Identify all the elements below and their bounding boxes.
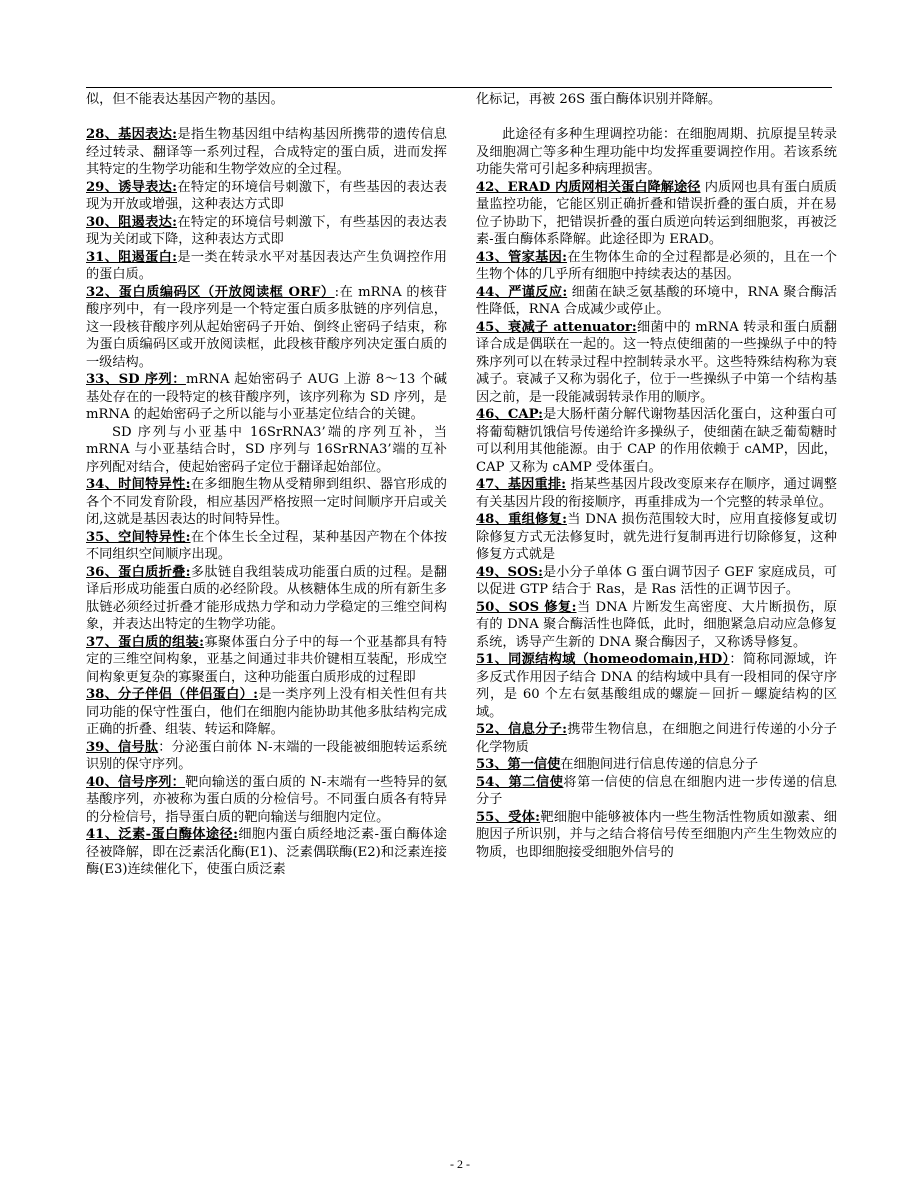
- page-number: - 2 -: [450, 1157, 470, 1171]
- definition: 靶细胞中能够被体内一些生物活性物质如激素、细胞因子所识别，并与之结合将信号传至细胞内产生生物效应的物质，也即细胞接受细胞外信号的: [476, 809, 837, 860]
- entry-36: [86, 564, 447, 634]
- entry-46: [476, 406, 837, 476]
- term-label: 28、基因表达:: [86, 127, 178, 142]
- definition: 多肽链自我组装成功能蛋白质的过程。是翻译后形成功能蛋白质的必经阶段。从核糖体生成的所有新生多肽链必须经过折叠才能形成热力学和动力学稳定的三维空间构象，并表达出特定的生物学功能。: [86, 564, 447, 632]
- definition: 在多细胞生物从受精卵到组织、器官形成的各个不同发育阶段，相应基因严格按照一定时间顺序开启或关闭,这就是基因表达的时间特异性。: [86, 477, 447, 527]
- left-column: [86, 91, 447, 879]
- entry-55: [476, 809, 837, 862]
- term-label: 29、诱导表达:: [86, 179, 178, 195]
- entry-42: [476, 179, 837, 249]
- entry-48: [476, 511, 837, 564]
- definition: 在细胞间进行信息传递的信息分子: [560, 757, 759, 772]
- definition: 是一类序列上没有相关性但有共同功能的保守性蛋白，他们在细胞内能协助其他多肽结构完成正确的折叠、组装、转运和降解。: [86, 687, 447, 737]
- term-label: 40、信号序列：: [86, 774, 186, 790]
- term-label: 34、时间特异性:: [86, 477, 191, 492]
- right-column: [476, 91, 837, 861]
- entry-41-note: 此途径有多种生理调控功能：在细胞周期、抗原提呈转录及细胞凋亡等多种生理功能中均发挥重要调控作用。若该系统功能失常可引起多种病理损害。: [476, 127, 837, 177]
- term-label: 35、空间特异性:: [86, 529, 191, 545]
- term-label: 51、同源结构域（homeodomain,HD）: [476, 652, 730, 667]
- definition: 是一类在转录水平对基因表达产生负调控作用的蛋白质。: [86, 249, 447, 282]
- term-label: 46、CAP:: [476, 407, 543, 422]
- entry-34: [86, 476, 447, 529]
- definition: 寡聚体蛋白分子中的每一个亚基都具有特定的三维空间构象，亚基之间通过非共价键相互装配，形成空间构象更复杂的寡聚蛋白，这种功能蛋白质形成的过程即: [86, 634, 447, 685]
- definition: 在特定的环境信号刺激下，有些基因的表达表现为关闭或下降，这种表达方式即: [86, 214, 447, 247]
- entry-45: [476, 319, 837, 407]
- definition: mRNA 起始密码子 AUG 上游 8～13 个碱基处存在的一段特定的核苷酸序列，该序列称为 SD 序列，是 mRNA 的起始密码子之所以能与小亚基定位结合的关键。: [86, 372, 447, 422]
- blank-line: [86, 109, 447, 127]
- term-label: 43、管家基因:: [476, 249, 568, 265]
- definition: 靶向输送的蛋白质的 N-末端有一些特异的氨基酸序列，亦被称为蛋白质的分检信号。不同蛋白质各有特异的分检信号，指导蛋白质的靶向输送与细胞内定位。: [86, 774, 448, 825]
- entry-31: [86, 249, 447, 284]
- definition: 在特定的环境信号刺激下，有些基因的表达表现为开放或增强，这种表达方式即: [86, 179, 447, 212]
- entry-47: [476, 476, 837, 511]
- entry-40: [86, 774, 447, 827]
- term-label: 38、分子伴侣（伴侣蛋白）:: [86, 687, 259, 702]
- entry-35: [86, 529, 447, 564]
- term-label: 48、重组修复:: [476, 512, 567, 527]
- term-label: 41、泛素-蛋白酶体途径:: [86, 827, 238, 842]
- blank-line: [476, 109, 837, 127]
- entry-43: [476, 249, 837, 284]
- definition: :在 mRNA 的核苷酸序列中，有一段序列是一个特定蛋白质多肽链的序列信息，这一段核苷酸序列从起始密码子开始、倒终止密码子结束，称为蛋白质编码区或开放阅读框，此段核苷酸序列决定蛋白质的一级结构。: [86, 284, 447, 370]
- definition: 内质网也具有蛋白质质量监控功能，它能区别正确折叠和错误折叠的蛋白质，并在易位子协助下，把错误折叠的蛋白质逆向转运到细胞浆，再被泛素-蛋白酶体系降解。此途径即为 ERAD。: [476, 179, 837, 247]
- term-label: 54、第二信使: [476, 774, 564, 790]
- entry-33: [86, 371, 447, 424]
- entry-41-cont: 化标记，再被 26S 蛋白酶体识别并降解。: [476, 92, 722, 107]
- entry-cont-top: 似，但不能表达基因产物的基因。: [86, 92, 284, 107]
- entry-44: [476, 284, 837, 319]
- term-label: 32、蛋白质编码区（开放阅读框 ORF）: [86, 284, 335, 300]
- header-rule: [86, 87, 832, 88]
- term-label: 50、SOS 修复:: [476, 599, 577, 615]
- term-label: 53、第一信使: [476, 757, 561, 772]
- definition: 在个体生长全过程，某种基因产物在个体按不同组织空间顺序出现。: [86, 529, 447, 562]
- entry-39: [86, 739, 447, 774]
- entry-51: [476, 651, 837, 721]
- entry-33-cont: SD 序列与小亚基中 16SrRNA3’端的序列互补，当 mRNA 与小亚基结合时，SD 序列与 16SrRNA3’端的互补序列配对结合，使起始密码子定位于翻译起始部位。: [86, 424, 447, 475]
- definition: 当 DNA 片断发生高密度、大片断损伤，原有的 DNA 聚合酶活性也降低，此时，细胞紧急启动应急修复系统，诱导产生新的 DNA 聚合酶因子，又称诱导修复。: [476, 599, 837, 650]
- entry-38: [86, 686, 447, 739]
- definition: 细菌在缺乏氨基酸的环境中，RNA 聚合酶活性降低，RNA 合成减少或停止。: [476, 284, 837, 317]
- term-label: 33、SD 序列：: [86, 372, 186, 387]
- definition: 在生物体生命的全过程都是必须的，且在一个生物个体的几乎所有细胞中持续表达的基因。: [476, 249, 837, 282]
- term-label: 45、衰减子 attenuator:: [476, 319, 637, 335]
- term-label: 47、基因重排:: [476, 477, 567, 492]
- definition: 细胞内蛋白质经地泛素-蛋白酶体途径被降解，即在泛素活化酶(E1)、泛素偶联酶(E2)和泛素连接酶(E3)连续催化下，使蛋白质泛素: [86, 827, 447, 877]
- definition: 将第一信使的信息在细胞内进一步传递的信息分子: [476, 774, 837, 807]
- entry-50: [476, 599, 837, 652]
- definition: 携带生物信息，在细胞之间进行传递的小分子化学物质: [476, 722, 837, 755]
- entry-30: [86, 214, 447, 249]
- entry-53: [476, 756, 837, 774]
- entry-49: [476, 564, 837, 599]
- entry-41: [86, 826, 447, 879]
- term-label: 30、阻遏表达:: [86, 214, 178, 230]
- definition: 是指生物基因组中结构基因所携带的遗传信息经过转录、翻译等一系列过程，合成特定的蛋白质，进而发挥其特定的生物学功能和生物学效应的全过程。: [86, 127, 447, 177]
- term-label: 42、ERAD 内质网相关蛋白降解途径: [476, 179, 701, 195]
- entry-28: [86, 126, 447, 179]
- definition: 指某些基因片段改变原来存在顺序，通过调整有关基因片段的衔接顺序，再重排成为一个完整的转录单位。: [476, 477, 837, 510]
- entry-37: [86, 634, 447, 687]
- term-label: 55、受体:: [476, 809, 541, 825]
- definition: 细菌中的 mRNA 转录和蛋白质翻译合成是偶联在一起的。这一特点使细菌的一些操纵子中的特殊序列可以在转录过程中控制转录水平。这些特殊结构称为衰减子。衰减子又称为弱化子，位于一些操纵子中第一个结构基因之前，是一段能减弱转录作用的顺序。: [476, 319, 837, 405]
- term-label: 52、信息分子:: [476, 722, 568, 737]
- definition: 当 DNA 损伤范围较大时，应用直接修复或切除修复方式无法修复时，就先进行复制再进行切除修复，这种修复方式就是: [476, 512, 837, 562]
- definition: 是大肠杆菌分解代谢物基因活化蛋白，这种蛋白可将葡萄糖饥饿信号传递给许多操纵子，使细菌在缺乏葡萄糖时可以利用其他能源。由于 CAP 的作用依赖于 cAMP，因此，CAP 又称为 cAMP 受体蛋白。: [476, 407, 838, 475]
- entry-32: [86, 284, 447, 372]
- term-label: 44、严谨反应:: [476, 284, 568, 300]
- term-label: 31、阻遏蛋白:: [86, 249, 178, 265]
- entry-29: [86, 179, 447, 214]
- term-label: 37、蛋白质的组装:: [86, 634, 205, 650]
- term-label: 49、SOS:: [476, 564, 543, 580]
- term-label: 36、蛋白质折叠:: [86, 564, 191, 580]
- definition: 是小分子单体 G 蛋白调节因子 GEF 家庭成员，可以促进 GTP 结合于 Ras，是 Ras 活性的正调节因子。: [476, 564, 837, 597]
- definition: ：简称同源域，许多反式作用因子结合 DNA 的结构域中具有一段相同的保守序列，是 60 个左右氨基酸组成的螺旋－回折－螺旋结构的区域。: [476, 652, 837, 720]
- definition: ：分泌蛋白前体 N-末端的一段能被细胞转运系统识别的保守序列。: [86, 739, 447, 772]
- entry-54: [476, 774, 837, 809]
- term-label: 39、信号肽: [86, 739, 159, 755]
- entry-52: [476, 721, 837, 756]
